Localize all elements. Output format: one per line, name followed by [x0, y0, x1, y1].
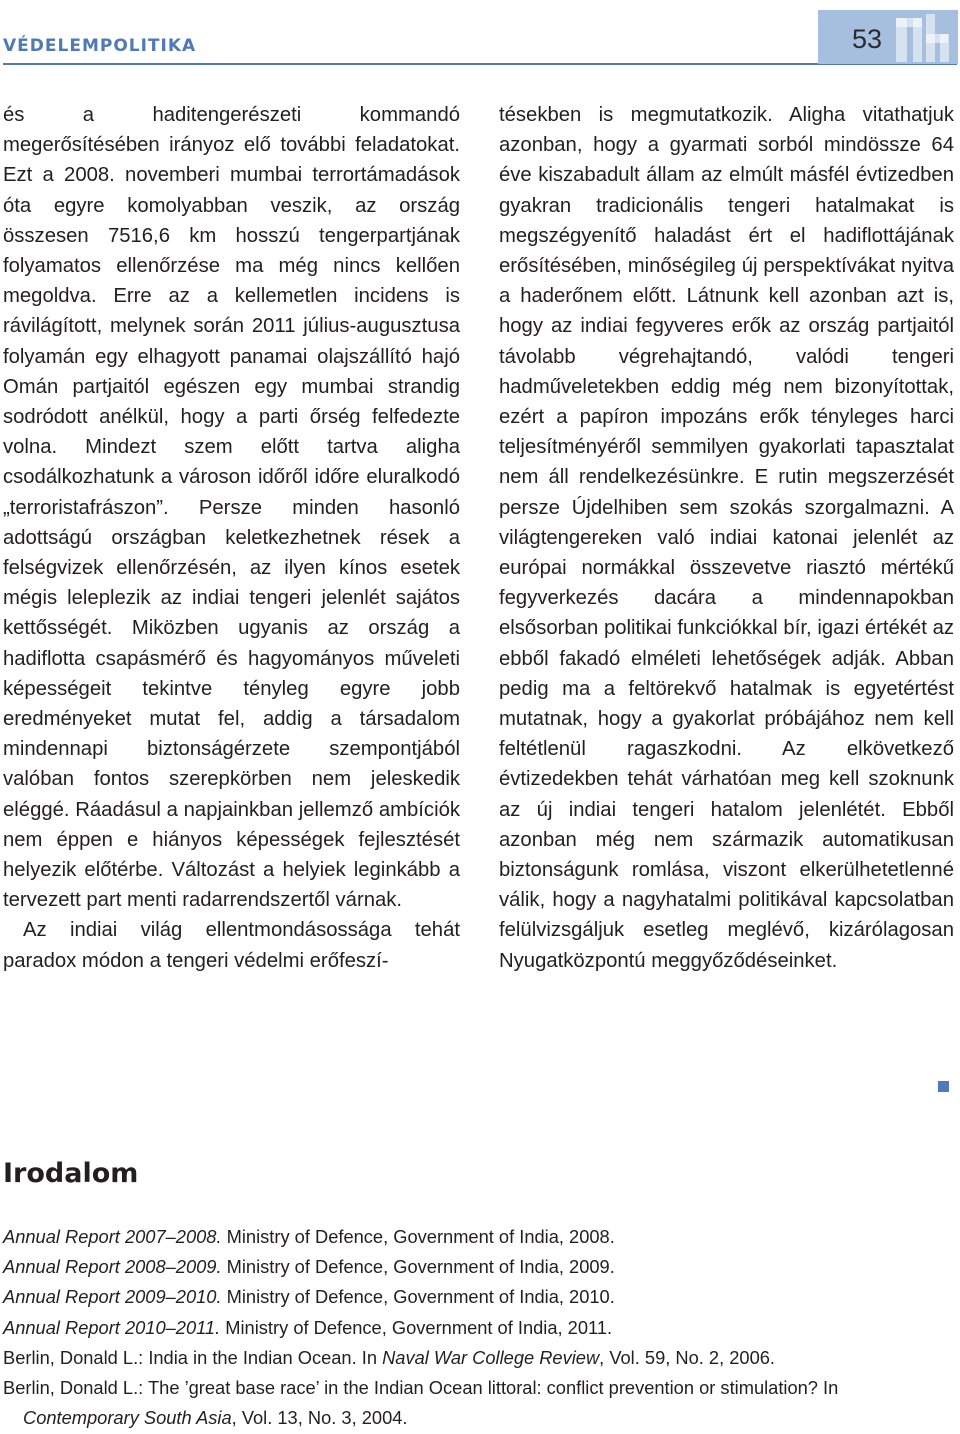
- paragraph: Az indiai világ ellentmondásossága tehát paradox módon a tengeri védelmi erőfeszí-: [3, 919, 460, 972]
- reference-item: [3, 1282, 953, 1312]
- header-rule: [3, 63, 957, 65]
- references-list: [3, 1222, 953, 1433]
- article-column-right: [499, 100, 954, 976]
- article-column-left: [3, 100, 460, 976]
- paragraph: tésekben is megmutatkozik. Aligha vitathatjuk azonban, hogy a gyarmati sorból mindössze 64 éve kiszabadult állam az elmúlt másfél évtizedben gyakran tradicionális tengeri hatalmakat is megszégyenítő haladást ért el hadiflottájának erősítésében, minőségileg új perspektívákat nyitva a haderőnem előtt. Látnunk kell azonban azt is, hogy az indiai fegyveres erők az ország partjaitól távolabb végrehajtandó, valódi tengeri hadműveletekben eddig még nem bizonyítottak, ezért a papíron impozáns erők tényleges harci teljesítményéről semmilyen gyakorlati tapasztalat nem áll rendelkezésünkre. E rutin megszerzését persze Újdelhiben sem szokás szorgalmazni. A világtengereken való indiai katonai jelenlét az európai normákkal összevetve riasztó mértékű fegyverkezés dacára a mindennapokban elsősorban politikai funkciókkal bír, igazi értékét az ebből fakadó elméleti lehetőségek adják. Abban pedig ma a feltörekvő hatalmak is egyetértést mutatnak, hogy a gyakorlat próbájához nem kell feltétlenül ragaszkodni. Az elkövetkező évtizedekben tehát várhatóan meg kell szoknunk az új indiai tengeri hatalom jelenlétét. Ebből azonban még nem származik automatikusan biztonságunk romlása, viszont elkerülhetetlenné válik, hogy a nagyhatalmi politikával kapcsolatban felülvizsgáljuk esetleg meglévő, kizárólagosan Nyugatközpontú meggyőződéseinket.: [499, 104, 954, 972]
- references-heading: Irodalom: [3, 1158, 139, 1189]
- reference-item: [3, 1313, 953, 1343]
- reference-author: Berlin, Donald L.: India in the Indian Ocean. In: [3, 1346, 383, 1368]
- reference-title: Annual Report 2007–2008.: [3, 1226, 222, 1247]
- page-number-box: [818, 10, 958, 64]
- reference-journal: Naval War College Review: [382, 1346, 600, 1368]
- reference-item: [3, 1373, 953, 1433]
- reference-item: [3, 1252, 953, 1282]
- reference-details: , Vol. 13, No. 3, 2004.: [231, 1407, 408, 1429]
- reference-item: [3, 1343, 953, 1373]
- reference-title: Annual Report 2010–2011.: [3, 1316, 221, 1338]
- end-of-article-mark: [938, 1081, 949, 1092]
- reference-details: Ministry of Defence, Government of India, 2011.: [220, 1316, 613, 1338]
- reference-journal: Contemporary South Asia: [23, 1407, 232, 1429]
- reference-details: , Vol. 59, No. 2, 2006.: [599, 1346, 775, 1368]
- reference-title: Annual Report 2008–2009.: [3, 1256, 222, 1278]
- reference-title: Annual Report 2009–2010.: [3, 1286, 222, 1308]
- reference-details: Ministry of Defence, Government of India, 2008.: [221, 1226, 615, 1247]
- journal-logo-icon: [888, 12, 954, 64]
- reference-details: Ministry of Defence, Government of India, 2010.: [221, 1286, 615, 1308]
- page-number: 53: [852, 24, 883, 54]
- reference-item: [3, 1222, 953, 1252]
- paragraph: és a haditengerészeti kommandó megerősítésében irányoz elő további feladatokat. Ezt a 2008. novemberi mumbai terrortámadások óta egyre komolyabban veszik, az ország összesen 7516,6 km hosszú tengerpartjának folyamatos ellenőrzése ma még nincs kellően megoldva. Erre az a kellemetlen incidens is rávilágított, melynek során 2011 július-augusztusa folyamán egy elhagyott panamai olajszállító hajó Omán partjaitól egészen egy mumbai strandig sodródott anélkül, hogy a parti őrség felfedezte volna. Mindezt szem előtt tartva aligha csodálkozhatunk a városon időről időre eluralkodó „terroristafrászon”. Persze minden hasonló adottságú országban keletkezhetnek rések a felségvizek ellenőrzésén, az ilyen kínos esetek mégis leleplezik az indiai tengeri jelenlét sajátos kettősségét. Miközben ugyanis az ország a hadiflotta csapásmérő és hagyományos műveleti képességeit tekintve tényleg egyre jobb eredményeket mutat fel, addig a társadalom mindennapi biztonságérzete szempontjából valóban fontos szerepkörben nem jeleskedik eléggé. Ráadásul a napjainkban jellemző ambíciók nem éppen e hiányos képességek fejlesztését helyezik előtérbe. Változást a helyiek leginkább a tervezett part menti radarrendszertől várnak.: [3, 104, 460, 912]
- reference-author: Berlin, Donald L.: The ’great base race’ in the Indian Ocean littoral: conflict prevention or stimulation? In: [3, 1377, 839, 1399]
- section-label: VÉDELEMPOLITIKA: [3, 36, 197, 56]
- reference-details: Ministry of Defence, Government of India, 2009.: [221, 1256, 615, 1278]
